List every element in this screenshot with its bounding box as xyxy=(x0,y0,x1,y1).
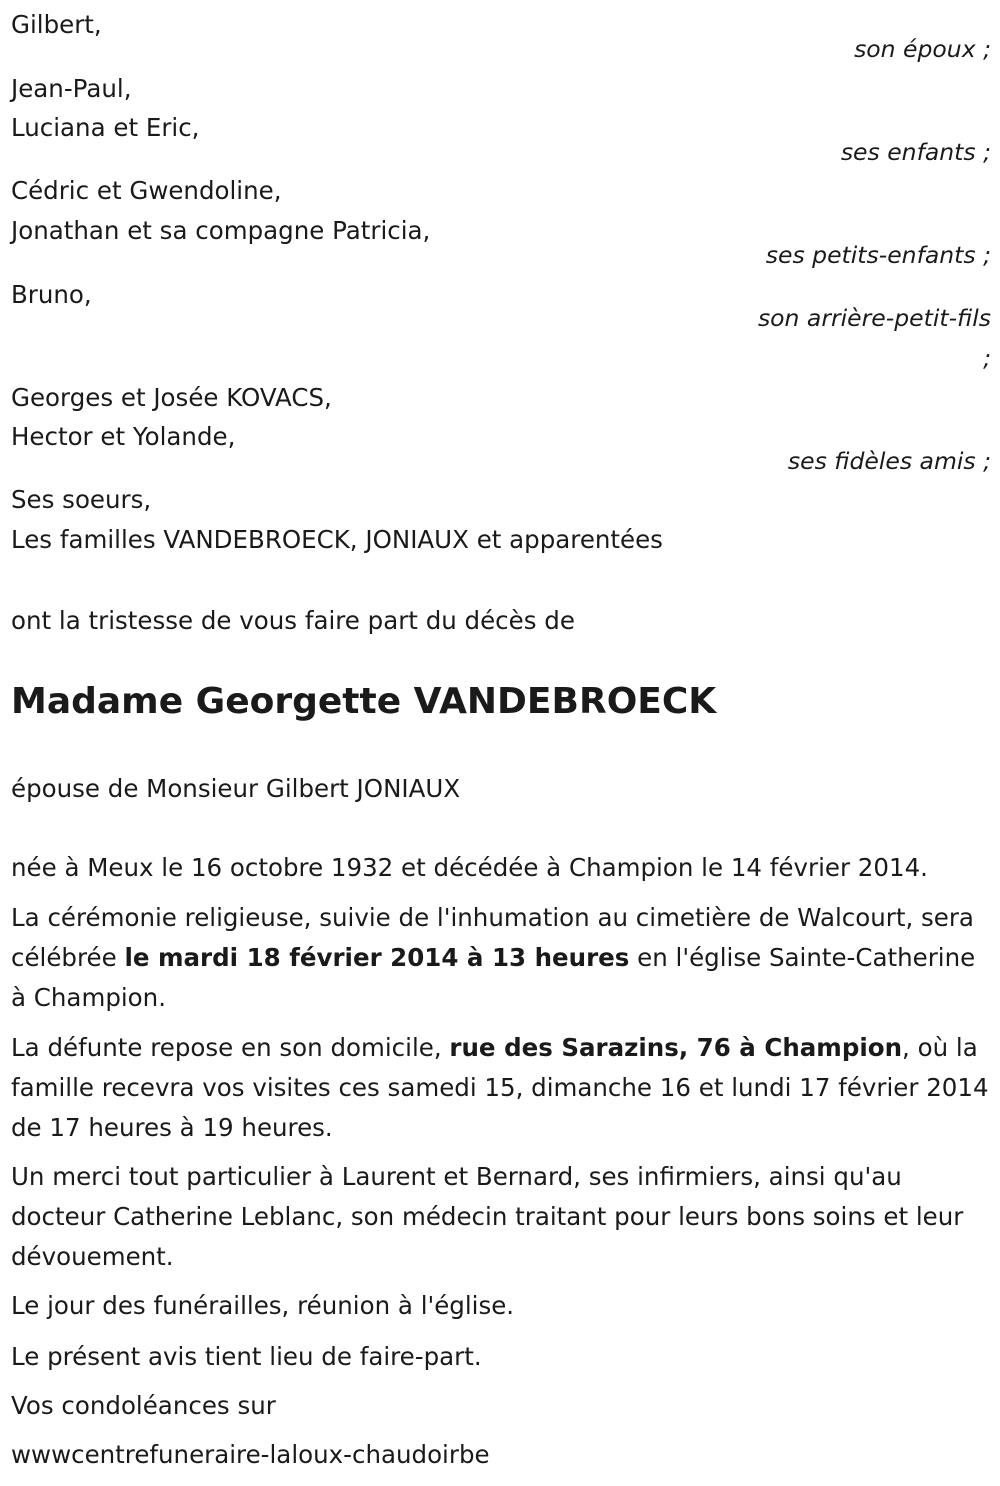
repose-text: La défunte repose en son domicile, xyxy=(11,1033,450,1062)
family-name-line: Bruno, xyxy=(11,280,92,309)
family-role: son arrière-petit-fils xyxy=(757,304,991,332)
family-role-end: ; xyxy=(983,344,991,372)
family-name-line: Luciana et Eric, xyxy=(11,113,200,142)
announcement-text: ont la tristesse de vous faire part du décès de xyxy=(11,606,575,635)
ceremony-text: La cérémonie religieuse, suivie de l'inhumation au cimetière de Walcourt, sera célébrée xyxy=(11,903,974,972)
ceremony-paragraph xyxy=(11,898,991,1018)
family-name-line: Jean-Paul, xyxy=(11,74,132,103)
birth-death-line: née à Meux le 16 octobre 1932 et décédée à Champion le 14 février 2014. xyxy=(11,853,928,882)
family-name-line: Les familles VANDEBROECK, JONIAUX et apparentées xyxy=(11,525,663,554)
family-name-line: Georges et Josée KOVACS, xyxy=(11,383,332,412)
family-role: ses petits-enfants ; xyxy=(765,241,991,269)
spouse-line: épouse de Monsieur Gilbert JONIAUX xyxy=(11,774,461,803)
thanks-paragraph: Un merci tout particulier à Laurent et Bernard, ses infirmiers, ainsi qu'au docteur Catherine Leblanc, son médecin traitant pour leurs bons soins et leur dévouement. xyxy=(11,1162,964,1271)
repose-text-end: , où la famille recevra vos visites ces samedi 15, dimanche 16 et lundi 17 février 2014 de 17 heures à 19 heures. xyxy=(11,1033,989,1142)
condolences-line: Vos condoléances sur xyxy=(11,1391,276,1420)
family-name-line: Ses soeurs, xyxy=(11,485,152,514)
family-role: ses fidèles amis ; xyxy=(787,447,991,475)
repose-address: rue des Sarazins, 76 à Champion xyxy=(449,1033,903,1062)
funeral-day-line: Le jour des funérailles, réunion à l'église. xyxy=(11,1291,515,1320)
ceremony-text-end: en l'église Sainte-Catherine à Champion. xyxy=(11,943,976,1012)
family-name-line: Jonathan et sa compagne Patricia, xyxy=(11,216,431,245)
notice-line: Le présent avis tient lieu de faire-part. xyxy=(11,1342,482,1371)
family-name-line: Hector et Yolande, xyxy=(11,422,236,451)
family-role: son époux ; xyxy=(854,35,991,63)
repose-paragraph xyxy=(11,1028,991,1148)
family-role: ses enfants ; xyxy=(840,138,991,166)
deceased-name: Madame Georgette VANDEBROECK xyxy=(11,681,717,722)
website-link[interactable]: wwwcentrefuneraire-laloux-chaudoirbe xyxy=(11,1440,490,1469)
family-name-line: Cédric et Gwendoline, xyxy=(11,176,282,205)
family-name-line: Gilbert, xyxy=(11,10,102,39)
ceremony-date: le mardi 18 février 2014 à 13 heures xyxy=(124,943,630,972)
